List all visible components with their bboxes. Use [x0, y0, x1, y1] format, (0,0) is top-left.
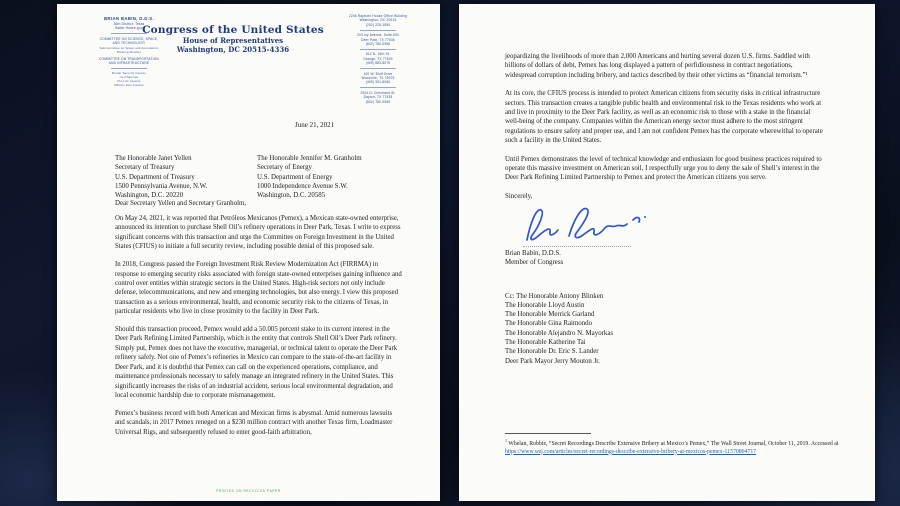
footnote-separator	[505, 433, 591, 434]
footnote-link[interactable]: https://www.wsj.com/articles/secret-recordings-describe-extensive-bribery-at-mexicos-pemex-11570804717	[505, 448, 757, 455]
cc-line: The Honorable Dr. Eric S. Lander	[505, 348, 599, 356]
office-phone: (832) 780-0966	[365, 99, 391, 104]
recipient-line: 1500 Pennsylvania Avenue, N.W.	[115, 182, 208, 190]
office-address: 203 Ivy Avenue, Suite 600	[357, 33, 399, 38]
letter-date: June 21, 2021	[295, 121, 335, 129]
member-district: 36th District, Texas	[113, 22, 145, 26]
footnote-citation: Whelan, Robbie, “Secret Recordings Describe Extensive Bribery at Mexico’s Pemex,” The Wall Street Journal, October 11, 2019. Accessed at	[507, 440, 839, 447]
page-2	[459, 4, 875, 501]
footnote-text	[505, 437, 841, 456]
recipient-line: U.S. Department of Energy	[257, 173, 333, 181]
office-phone: (202) 225-1555	[365, 22, 391, 27]
divider	[360, 68, 396, 69]
member-website: Babin.House.gov	[115, 26, 143, 31]
subcommittee-line: Subcommittee on Space and Aeronautics	[99, 45, 159, 50]
office-address: Dayton, TX 77535	[363, 95, 393, 100]
paragraph: In 2018, Congress passed the Foreign Investment Risk Review Modernization Act (FIRRMA) in response to emerging security risks associated with foreign state-owned enterprises gaining influence and control over entities within strategic sectors in the United States. High-risk sectors not only include defense, telecommunications, and new and emerging technologies, but also energy. I view this proposed transaction as a serious environmental, health, and economic security risk to the citizens of Texas, in particular residents who live in close proximity to the facility in Deer Park.	[115, 261, 402, 316]
footnote-marker: 1	[505, 438, 507, 443]
subcommittee-role: Ranking Member	[116, 49, 142, 54]
office-address: Deer Park, TX 77536	[361, 37, 395, 42]
footnote	[505, 433, 841, 456]
member-name: BRIAN BABIN, D.D.S.	[103, 16, 155, 21]
letter-body-page1	[115, 214, 402, 446]
cc-line: Cc: The Honorable Antony Blinken	[505, 292, 604, 300]
closing: Sincerely,	[505, 192, 533, 200]
paragraph: At its core, the CFIUS process is intended to protect American citizens from security risks in critical infrastructure sectors. This transaction creates a tangible public health and environmental risk to the Texas residents who work at and live in proximity to the Deer Park facility, as well as an economic risk to those with a stake in the financial well-being of the company. Companies within the American energy sector must adhere to the most stringent regulations to ensure safety and proper use, and I am not confident Pemex has the corporate wherewithal to operate such a facility in the United States.	[505, 90, 823, 145]
office-address: Washington, DC 20515	[359, 18, 397, 23]
cc-line: The Honorable Merrick Garland	[505, 311, 595, 319]
recipient-line: The Honorable Jennifer M. Granholm	[257, 155, 362, 162]
letterhead-offices-block	[322, 14, 434, 104]
cc-block	[505, 292, 823, 366]
committee-line: COMMITTEE ON SCIENCE, SPACE,	[99, 36, 159, 41]
page-1	[57, 4, 440, 501]
committee-line: COMMITTEE ON TRANSPORTATION	[99, 56, 159, 61]
salutation: Dear Secretary Yellen and Secretary Granholm,	[115, 200, 247, 207]
signer-name: Brian Babin, D.D.S.	[505, 249, 561, 257]
recipient-line: Washington, D.C. 20220	[115, 192, 184, 200]
congress-title: Congress of the United States	[142, 24, 324, 36]
paragraph: Should this transaction proceed, Pemex would add a 50.005 percent stake to its current interest in the Deer Park Refining Limited Partnership, which is the entity that controls Shell Oil’s Deer Park refinery. Simply put, Pemex does not have the executive, managerial, or technical talent to operate the Deer Park refinery safely. Not one of Pemex’s refineries in Mexico can compare to the state-of-the-art facility in Deer Park, and it is doubtful that Pemex can call on the experienced operations, compliance, and maintenance professionals necessary to safely manage an integrated refinery in the United States. This significantly increases the risks of an industrial accident, serious local environmental degradation, and local economic hardship due to corporate mismanagement.	[115, 326, 398, 399]
cc-line: Deer Park Mayor Jerry Mouton Jr.	[505, 357, 600, 365]
recipient-line: U.S. Department of Treasury	[115, 173, 195, 181]
recipient-yellen	[115, 154, 257, 200]
divider	[360, 87, 396, 88]
signer-title: Member of Congress	[505, 259, 564, 267]
recipient-line: Secretary of Treasury	[115, 164, 175, 172]
washington-subtitle: Washington, DC 20515-4336	[176, 45, 290, 54]
caucus-line: Military Vets Caucus	[114, 83, 144, 88]
cc-line: The Honorable Gina Raimondo	[505, 320, 593, 328]
office-address: 100 W. Bluff Drive	[363, 71, 393, 76]
recipient-line: The Honorable Janet Yellen	[115, 155, 192, 162]
office-phone: (409) 883-8075	[365, 61, 391, 66]
house-subtitle: House of Representatives	[182, 36, 284, 45]
recipient-granholm	[257, 154, 427, 200]
recipients-block	[115, 154, 427, 200]
office-phone: (409) 331-8066	[365, 80, 391, 85]
cc-line: The Honorable Alejandro N. Mayorkas	[505, 329, 614, 337]
recycled-paper-note: PRINTED ON RECYCLED PAPER	[216, 489, 281, 493]
recipient-line: Washington, D.C. 20585	[257, 192, 326, 200]
office-address: 812 N. 16th St.	[365, 52, 391, 57]
office-address: Orange, TX 77630	[363, 56, 393, 61]
cc-line: The Honorable Lloyd Austin	[505, 301, 585, 309]
office-address: Woodville, TX 75979	[361, 76, 395, 81]
caucus-line: Pro-Life Caucus	[117, 79, 141, 84]
signature-icon	[521, 202, 653, 248]
paragraph: Until Pemex demonstrates the level of technical knowledge and enthusiasm for good business practices required to operate this massive investment on American soil, I respectfully urge you to deny the sale of Shell’s interest in the Deer Park Refining Limited Partnership to Pemex and protect the American citizens you serve.	[505, 155, 822, 182]
office-address: 2004 N. Cleveland St.	[360, 90, 396, 95]
letter-body-page2	[505, 52, 823, 366]
paragraph: Pemex’s business record with both American and Mexican firms is abysmal. Amid numerous lawsuits and scandals, in 2017 Pemex reneged on a $230 million contract with another Texas firm, Loadmaster Universal Rigs, and subsequently refused to enter good-faith arbitration,	[115, 409, 393, 436]
divider	[360, 30, 396, 31]
cc-line: The Honorable Katherine Tai	[505, 338, 586, 346]
paragraph: On May 24, 2021, it was reported that Petróleos Mexicanos (Pemex), a Mexican state-owned enterprise, announced its intention to purchase Shell Oil’s refinery operations in Deer Park, Texas. I write to express significant concerns with this transaction and urge the Committee on Foreign Investment in the United States (CFIUS) to initiate a full security review, including possible denial of this proposed sale.	[115, 215, 401, 251]
office-address: 2236 Rayburn House Office Building	[348, 14, 408, 18]
letterhead-title-block	[135, 24, 331, 54]
caucus-role: Co-Chairman	[119, 75, 139, 80]
committee-line: AND TECHNOLOGY	[112, 41, 146, 46]
divider	[360, 49, 396, 50]
signature-block	[521, 202, 661, 246]
recipient-line: Secretary of Energy	[257, 164, 312, 172]
recipient-line: 1000 Independence Avenue S.W.	[257, 182, 348, 190]
caucus-line: Border Security Caucus	[112, 71, 146, 76]
committee-line: AND INFRASTRUCTURE	[108, 61, 150, 66]
paragraph: jeopardizing the livelihoods of more than 2,000 Americans and hurting several dozen U.S. firms. Saddled with billions of dollars of debt, Pemex has long displayed a pattern of perfidiousness in contract negotiations, widespread corruption including bribery, and tactics described by their other victims as “financial terrorism.”¹	[505, 53, 810, 79]
office-phone: (832) 780-0966	[365, 42, 391, 47]
divider	[111, 68, 147, 69]
